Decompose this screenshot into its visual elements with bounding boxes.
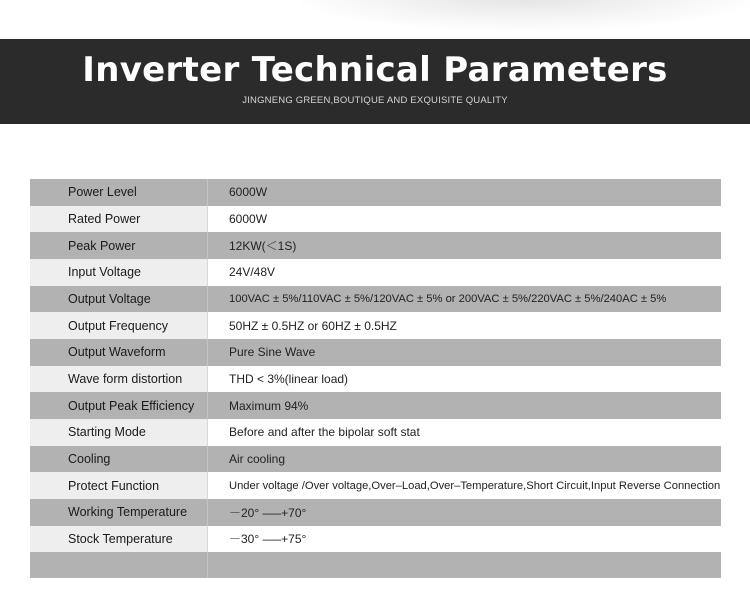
table-row-stock-temperature: [30, 526, 721, 553]
row-label: Rated Power: [30, 206, 207, 233]
row-label: Cooling: [68, 451, 111, 466]
page-subtitle: JINGNENG GREEN,BOUTIQUE AND EXQUISITE QUALITY: [242, 95, 508, 106]
table-row-starting-mode: [30, 419, 721, 446]
row-label: Working Temperature: [68, 505, 188, 520]
table-row-working-temperature: [30, 499, 721, 526]
row-value: 12KW(＜1S): [229, 239, 297, 254]
row-value: 100VAC ± 5%/110VAC ± 5%/120VAC ± 5% or 200VAC ± 5%/220VAC ± 5%/240AC ± 5%: [229, 292, 667, 305]
row-label: Protect Function: [30, 472, 207, 499]
row-label: Output Voltage: [68, 291, 151, 306]
table-row-output-waveform: [30, 339, 721, 366]
table-row-footer: [30, 552, 721, 578]
table-row-output-peak-efficiency: [30, 392, 721, 419]
row-label: Output Peak Efficiency: [68, 398, 195, 413]
row-value: Maximum 94%: [229, 398, 309, 413]
parameters-table: [30, 179, 721, 578]
table-row-input-voltage: [30, 259, 721, 286]
table-row-power-level: [30, 179, 721, 206]
table-row-output-frequency: [30, 312, 721, 339]
row-value: 6000W: [229, 211, 268, 226]
row-label: Wave form distortion: [30, 366, 207, 393]
table-row-rated-power: [30, 206, 721, 233]
row-label: Peak Power: [68, 238, 136, 253]
row-label: Power Level: [68, 185, 137, 200]
row-label: Output Frequency: [30, 312, 207, 339]
page-title: Inverter Technical Parameters: [82, 50, 668, 90]
row-value: THD < 3%(linear load): [229, 371, 349, 386]
row-value: －20° –—+70°: [229, 505, 307, 520]
table-row-protect-function: [30, 472, 721, 499]
top-glow-decoration: [300, 0, 750, 30]
row-label: Input Voltage: [30, 259, 207, 286]
table-row-peak-power: [30, 232, 721, 259]
row-label-empty: [30, 552, 207, 578]
row-value: Air cooling: [229, 451, 286, 466]
table-row-output-voltage: [30, 286, 721, 313]
row-value: －30° –—+75°: [229, 532, 307, 547]
row-value: 50HZ ± 0.5HZ or 60HZ ± 0.5HZ: [229, 318, 397, 333]
row-label: Output Waveform: [68, 345, 166, 360]
row-value: Pure Sine Wave: [229, 345, 316, 360]
row-value: Under voltage /Over voltage,Over–Load,Over–Temperature,Short Circuit,Input Reverse Connection: [229, 479, 721, 492]
row-label: Stock Temperature: [30, 526, 207, 553]
column-divider: [207, 552, 208, 578]
table-row-wave-form-distortion: [30, 366, 721, 393]
table-row-cooling: [30, 446, 721, 473]
row-value: 6000W: [229, 185, 268, 200]
row-value: 24V/48V: [229, 265, 276, 280]
row-label: Starting Mode: [30, 419, 207, 446]
row-value: Before and after the bipolar soft stat: [229, 425, 420, 440]
